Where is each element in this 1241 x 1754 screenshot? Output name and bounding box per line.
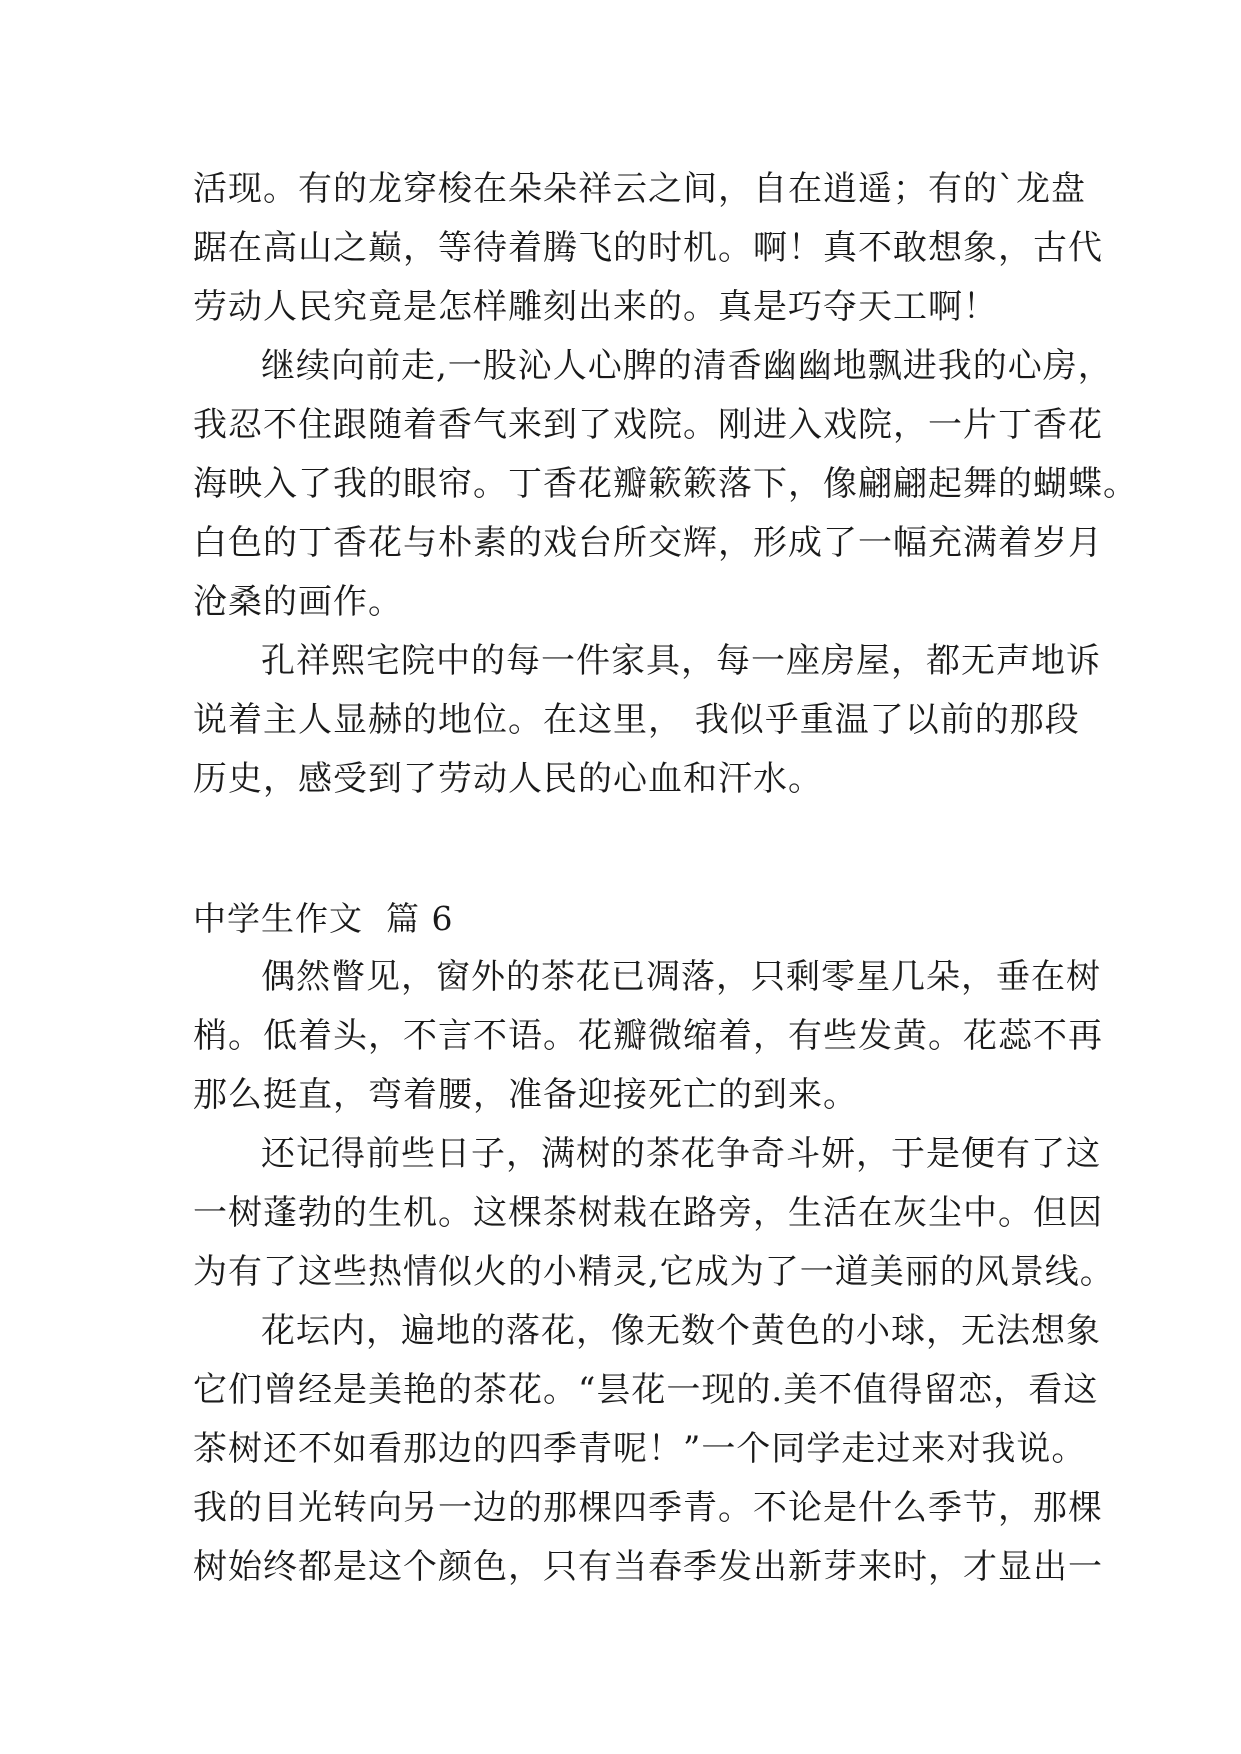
paragraph [193,1125,1115,1302]
text-line: 沧桑的画作。 [193,582,403,622]
text-line: 那么挺直，弯着腰，准备迎接死亡的到来。 [193,1075,858,1115]
text-line: 继续向前走,一股沁人心脾的清香幽幽地飘进我的心房， [261,346,1113,386]
text-line: 偶然瞥见，窗外的茶花已凋落，只剩零星几朵，垂在树 [261,957,1101,997]
section-gap [193,809,1063,889]
text-line: 踞在高山之巅，等待着腾飞的时机。啊！真不敢想象，古代 [193,228,1103,268]
text-line: 树始终都是这个颜色，只有当春季发出新芽来时，才显出一 [193,1547,1103,1587]
text-line: 说着主人显赫的地位。在这里， 我似乎重温了以前的那段 [193,700,1080,740]
text-line: 它们曾经是美艳的茶花。“昙花一现的.美不值得留恋，看这 [193,1370,1099,1410]
text-line: 梢。低着头，不言不语。花瓣微缩着，有些发黄。花蕊不再 [193,1016,1103,1056]
text-line: 一树蓬勃的生机。这棵茶树栽在路旁，生活在灰尘中。但因 [193,1193,1103,1233]
paragraph [193,948,1103,1125]
paragraph [193,1302,1103,1597]
text-line: 为有了这些热情似火的小精灵,它成为了一道美丽的风景线。 [193,1252,1115,1292]
text-line: 孔祥熙宅院中的每一件家具，每一座房屋，都无声地诉 [261,641,1101,681]
text-line: 历史，感受到了劳动人民的心血和汗水。 [193,759,823,799]
paragraph [193,160,1103,337]
text-line: 白色的丁香花与朴素的戏台所交辉，形成了一幅充满着岁月 [193,523,1103,563]
text-line: 茶树还不如看那边的四季青呢！”一个同学走过来对我说。 [193,1429,1087,1469]
text-line: 花坛内，遍地的落花，像无数个黄色的小球，无法想象 [261,1311,1101,1351]
paragraph [193,632,1101,809]
text-line: 我的目光转向另一边的那棵四季青。不论是什么季节，那棵 [193,1488,1103,1528]
text-line: 还记得前些日子，满树的茶花争奇斗妍，于是便有了这 [261,1134,1101,1174]
text-line: 我忍不住跟随着香气来到了戏院。刚进入戏院，一片丁香花 [193,405,1103,445]
paragraph [193,337,1138,632]
document-page [193,160,1138,1597]
section-heading: 中学生作文 篇 6 [193,899,454,938]
text-line: 劳动人民究竟是怎样雕刻出来的。真是巧夺天工啊！ [193,287,998,327]
text-line: 海映入了我的眼帘。丁香花瓣簌簌落下，像翩翩起舞的蝴蝶。 [193,464,1138,504]
text-line: 活现。有的龙穿梭在朵朵祥云之间，自在逍遥；有的`龙盘 [193,169,1086,209]
